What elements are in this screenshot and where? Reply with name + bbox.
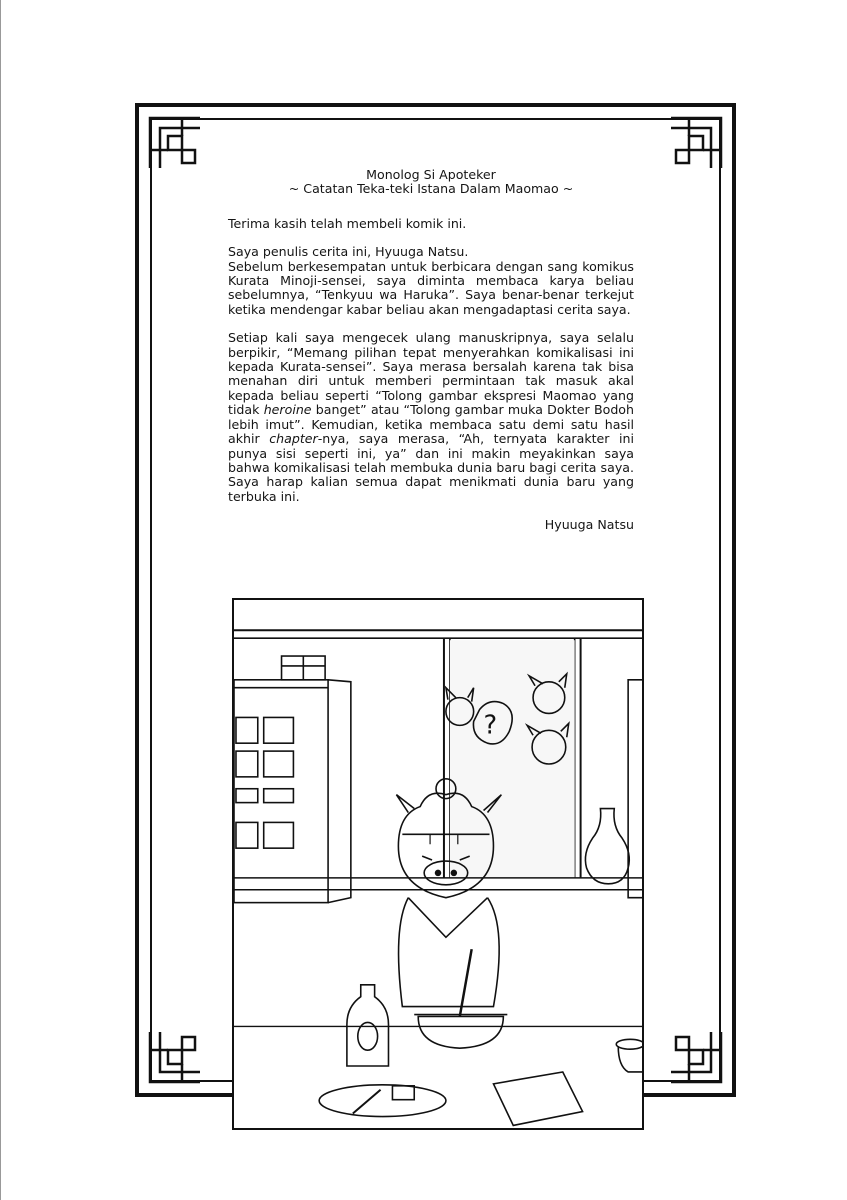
paragraph-2-italic-chapter: chapter (269, 431, 318, 447)
letter-greeting: Terima kasih telah membeli komik ini. (228, 215, 467, 231)
paper-sheet (493, 1072, 582, 1125)
main-character-body (399, 898, 500, 1007)
afterword-letter (228, 168, 634, 545)
letter-paragraph-2 (228, 331, 634, 504)
corner-ornament-top-left (140, 108, 210, 178)
paragraph-2-text-1: Setiap kali saya mengecek ulang manuskripnya, saya selalu berpikir, “Memang pilihan tepat menyerahkan komikalisasi ini kepada Kurata-sensei”. Saya merasa bersalah karena tak bisa menahan diri untuk memberi permintaan tak masuk akal kepada beliau seperti “Tolong gambar ekspresi Maomao yang tidak (228, 330, 634, 418)
corner-ornament-top-right (661, 108, 731, 178)
letter-subtitle: ~ Catatan Teka-teki Istana Dalam Maomao ~ (288, 181, 574, 197)
letter-paragraph-1: Sebelum berkesempatan untuk berbicara dengan sang komikus Kurata Minoji-sensei, saya diminta membaca karya beliau sebelumnya, “Tenkyuu wa Haruka”. Saya benar-benar terkejut ketika mendengar kabar beliau akan mengadaptasi cerita saya. (228, 258, 634, 317)
drawer-cabinet (234, 680, 328, 903)
paragraph-2-italic-heroine: heroine (263, 402, 312, 418)
question-mark: ? (483, 710, 498, 741)
page-edge (0, 0, 1, 1200)
bottle (347, 985, 389, 1066)
corner-ornament-bottom-left (140, 1022, 210, 1092)
paragraph-2-text-2: banget” atau “Tolong gambar muka Dokter Bodoh lebih imut”. Kemudian, ketika membaca satu demi satu hasil akhir (228, 402, 634, 447)
letter-title: Monolog Si Apoteker (366, 167, 496, 182)
illustration-panel (232, 598, 644, 1130)
illustration-drawing (234, 600, 642, 1128)
paragraph-2-text-3: -nya, saya merasa, “Ah, ternyata karakter ini punya sisi seperti ini, ya” dan ini makin meyakinkan saya bahwa komikalisasi telah membuka dunia baru bagi cerita saya. Saya harap kalian semua dapat menikmati dunia baru yang terbuka ini. (228, 431, 634, 504)
letter-intro-line: Saya penulis cerita ini, Hyuuga Natsu. (228, 244, 469, 260)
mortar-bowl (418, 1017, 503, 1049)
corner-ornament-bottom-right (661, 1022, 731, 1092)
plate (319, 1085, 446, 1117)
letter-signature: Hyuuga Natsu (544, 517, 634, 533)
vase (585, 809, 629, 884)
